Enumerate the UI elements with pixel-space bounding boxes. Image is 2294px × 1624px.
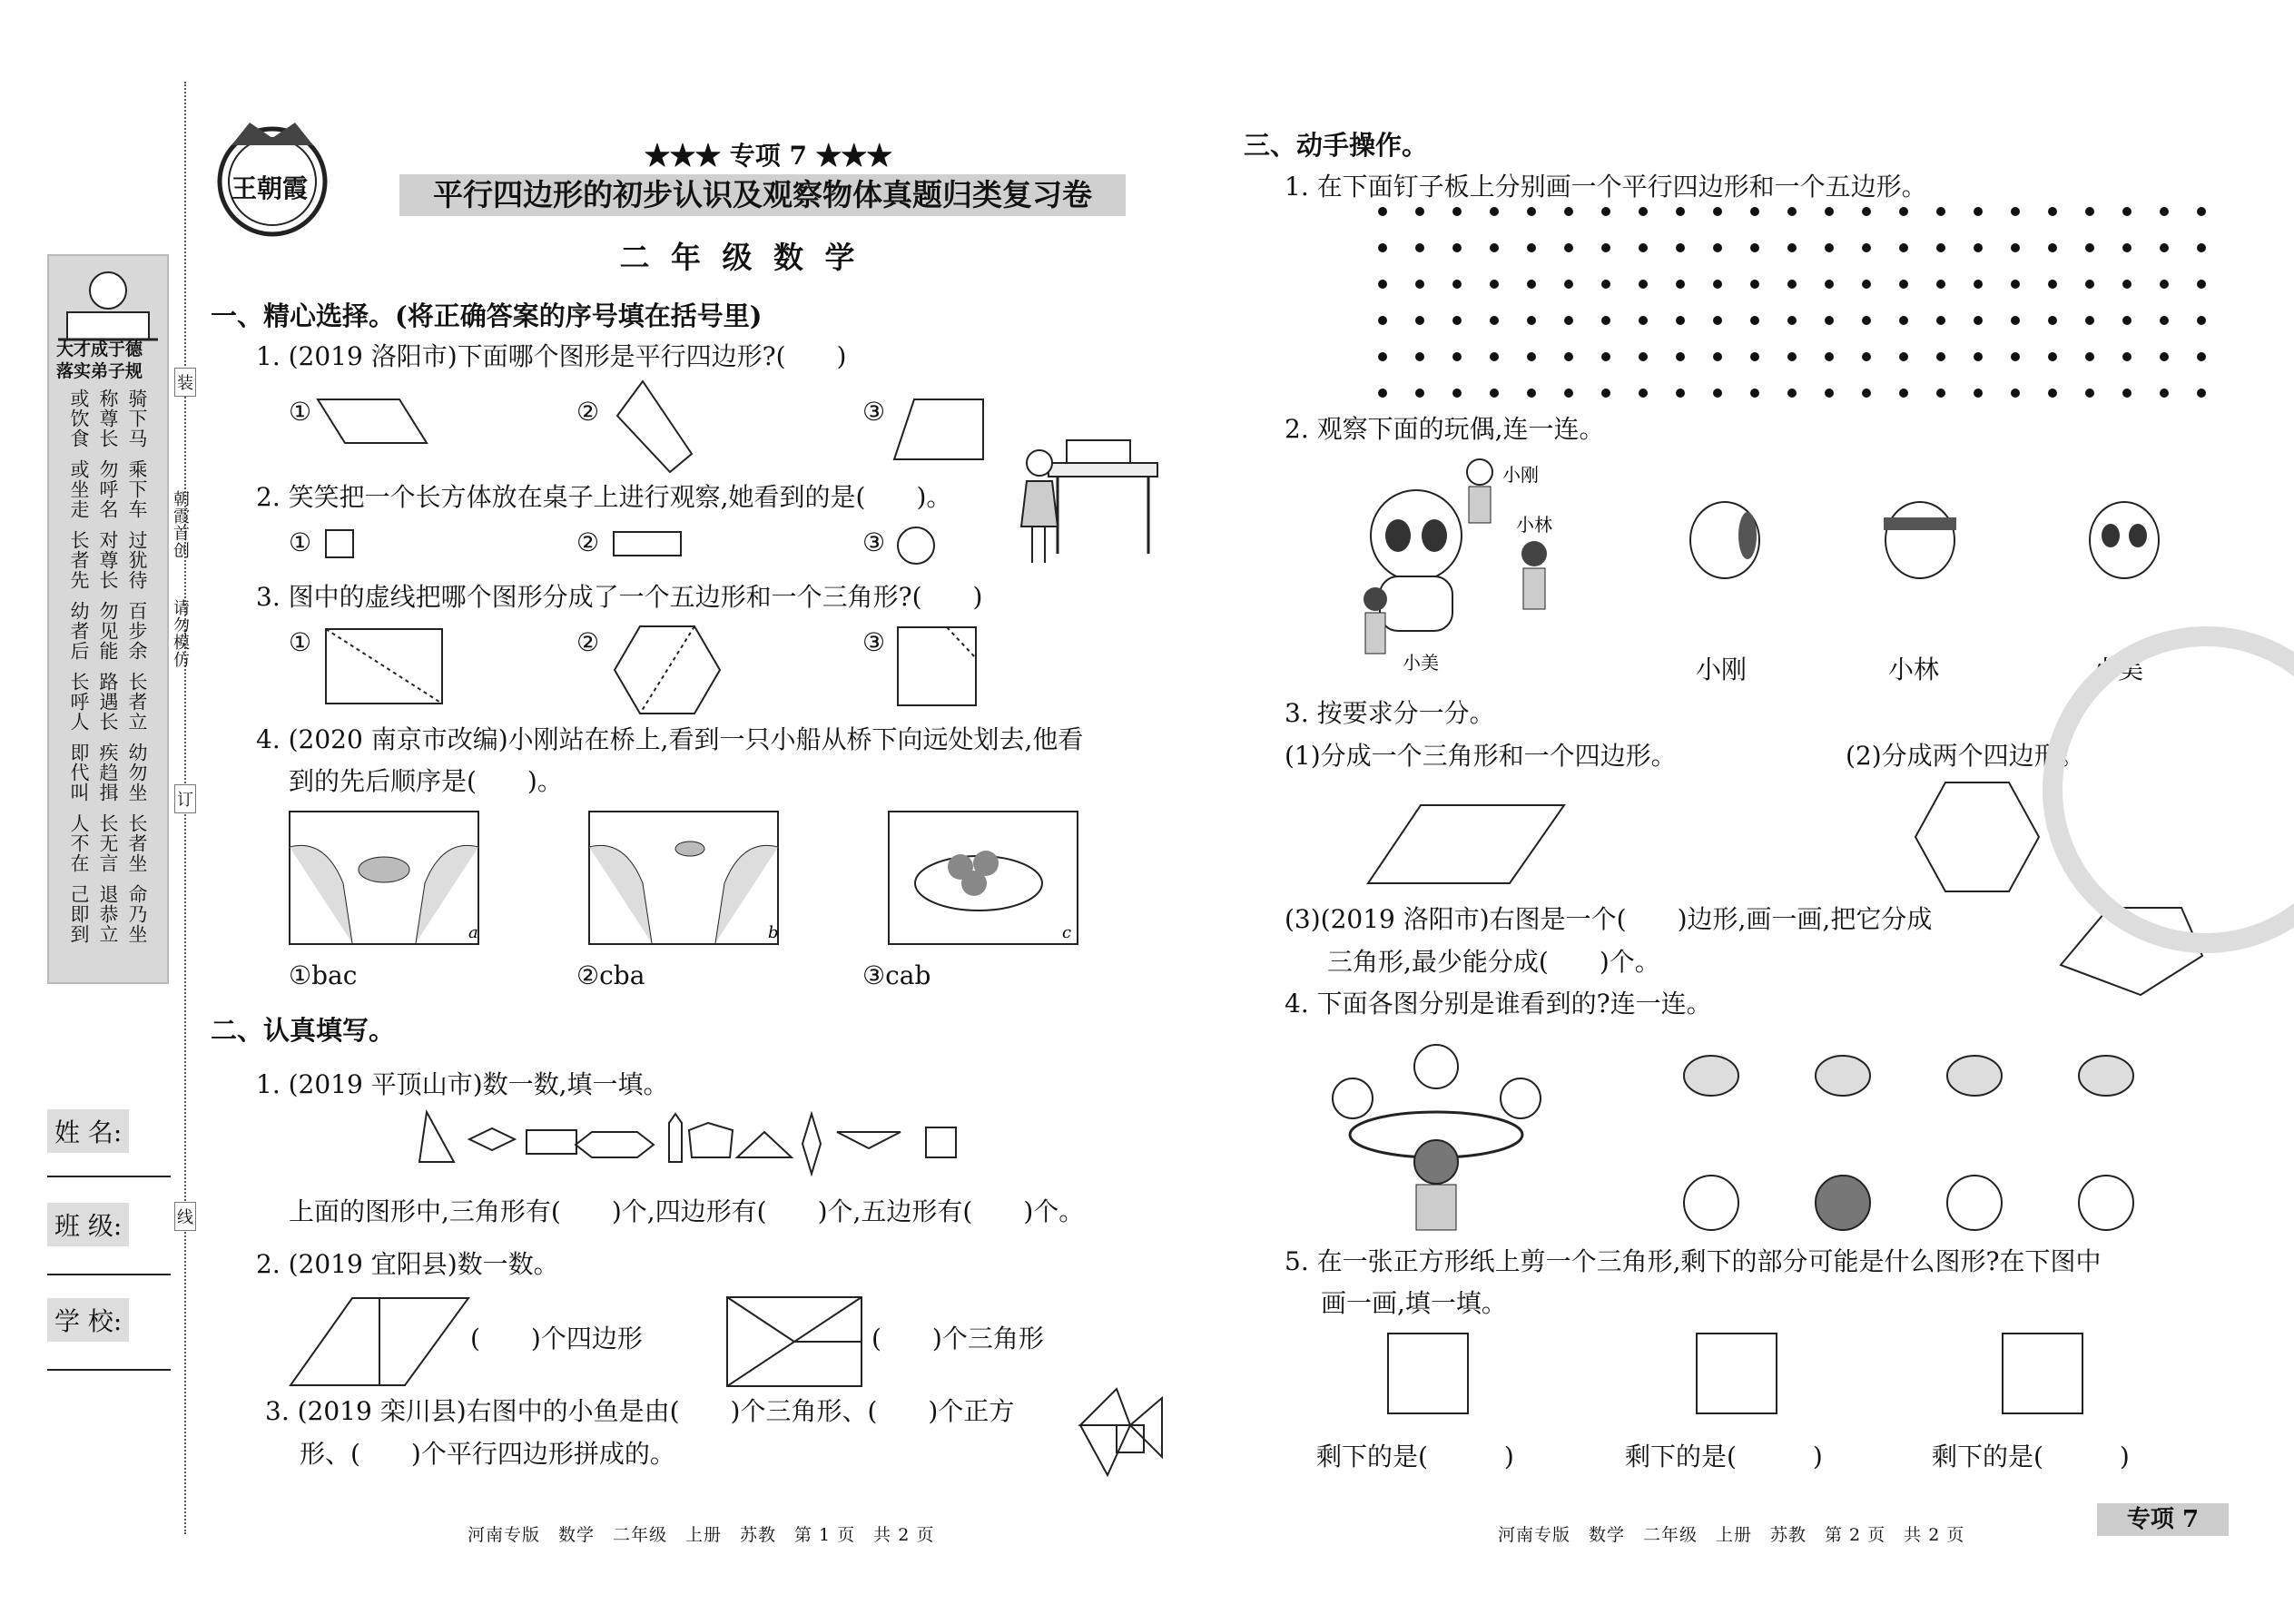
worksheet-title: 平行四边形的初步认识及观察物体真题归类复习卷 xyxy=(399,174,1126,216)
peg-dot[interactable] xyxy=(1750,280,1759,289)
remaining-answer-2: 剩下的是( ) xyxy=(1625,1442,1823,1471)
s1-q3-opt2[interactable]: ② xyxy=(576,627,600,657)
peg-dot[interactable] xyxy=(2011,316,2020,325)
peg-dot[interactable] xyxy=(1452,352,1462,361)
motto-column: 称尊长 xyxy=(97,389,119,448)
peg-dot[interactable] xyxy=(1490,389,1499,398)
q3-rectangle-with-diagonal xyxy=(325,628,443,704)
motto-column: 或坐走 xyxy=(68,459,90,519)
s3-q1: 1. 在下面钉子板上分别画一个平行四边形和一个五边形。 xyxy=(1285,172,1927,202)
peg-dot[interactable] xyxy=(1787,207,1797,216)
peg-dot[interactable] xyxy=(1639,280,1648,289)
peg-dot[interactable] xyxy=(1564,352,1573,361)
s3-q3-a: (1)分成一个三角形和一个四边形。 xyxy=(1285,741,1677,771)
peg-dot[interactable] xyxy=(1415,352,1424,361)
peg-dot[interactable] xyxy=(1825,389,1834,398)
peg-dot[interactable] xyxy=(2197,352,2206,361)
peg-dot[interactable] xyxy=(1601,389,1610,398)
s3-q5-line2: 画一画,填一填。 xyxy=(1321,1288,1507,1318)
boat-scene-a xyxy=(289,811,479,945)
cut-mark-2: 订 xyxy=(174,784,196,813)
peg-dot[interactable] xyxy=(2085,352,2094,361)
peg-dot[interactable] xyxy=(1899,316,1908,325)
motto-column: 骑下马 xyxy=(126,389,148,448)
peg-dot[interactable] xyxy=(1527,352,1536,361)
peg-dot[interactable] xyxy=(1899,243,1908,252)
peg-dot[interactable] xyxy=(2122,243,2132,252)
peg-dot[interactable] xyxy=(1825,316,1834,325)
peg-dot[interactable] xyxy=(1378,243,1387,252)
peg-dot[interactable] xyxy=(1974,316,1983,325)
peg-dot[interactable] xyxy=(2048,207,2057,216)
school-label: 学 校: xyxy=(47,1298,129,1342)
peg-dot[interactable] xyxy=(2160,316,2169,325)
peg-dot[interactable] xyxy=(1639,352,1648,361)
peg-dot[interactable] xyxy=(1564,207,1573,216)
peg-dot[interactable] xyxy=(1601,316,1610,325)
s1-q2: 2. 笑笑把一个长方体放在桌子上进行观察,她看到的是( )。 xyxy=(256,482,952,512)
peg-dot[interactable] xyxy=(1601,243,1610,252)
remaining-answer-3: 剩下的是( ) xyxy=(1932,1442,2130,1471)
square-paper-2[interactable] xyxy=(1696,1333,1777,1414)
peg-dot[interactable] xyxy=(2011,352,2020,361)
peg-dot[interactable] xyxy=(1676,207,1685,216)
peg-dot[interactable] xyxy=(1862,207,1871,216)
peg-dot[interactable] xyxy=(2122,352,2132,361)
worksheet-subtitle: 二 年 级 数 学 xyxy=(619,240,861,275)
peg-dot[interactable] xyxy=(2122,207,2132,216)
peg-dot[interactable] xyxy=(1639,316,1648,325)
peg-dot[interactable] xyxy=(2048,280,2057,289)
class-field[interactable] xyxy=(47,1274,171,1275)
peg-dot[interactable] xyxy=(1527,243,1536,252)
peg-dot[interactable] xyxy=(1825,280,1834,289)
peg-dot[interactable] xyxy=(1490,243,1499,252)
peg-dot[interactable] xyxy=(2160,207,2169,216)
peg-dot[interactable] xyxy=(1452,207,1462,216)
peg-dot[interactable] xyxy=(1378,352,1387,361)
peg-dot[interactable] xyxy=(1936,352,1945,361)
s2-q2-parallelogram-figure xyxy=(289,1296,470,1387)
peg-dot[interactable] xyxy=(1601,280,1610,289)
topic-badge: 专项 7 xyxy=(2097,1503,2229,1536)
figure-name-xiaolin: 小林 xyxy=(1516,514,1552,536)
peg-dot[interactable] xyxy=(1378,280,1387,289)
s1-q2-opt2[interactable]: ② xyxy=(576,527,600,557)
s2-q2-fill-a: ( )个四边形 xyxy=(470,1324,643,1353)
peg-dot[interactable] xyxy=(2048,389,2057,398)
peg-dot[interactable] xyxy=(1676,352,1685,361)
s1-q4-opt2[interactable]: ②cba xyxy=(576,960,645,990)
q2-square-shape xyxy=(325,529,354,558)
shape-row-figure xyxy=(419,1112,964,1185)
cut-mark-3: 线 xyxy=(174,1202,196,1231)
view-label-xiaolin: 小林 xyxy=(1888,655,1940,684)
peg-dot[interactable] xyxy=(2160,352,2169,361)
s1-q4-line1: 4. (2020 南京市改编)小刚站在桥上,看到一只小船从桥下向远处划去,他看 xyxy=(256,724,1084,754)
remaining-answer-1: 剩下的是( ) xyxy=(1316,1442,1514,1471)
peg-dot[interactable] xyxy=(1974,352,1983,361)
peg-dot[interactable] xyxy=(1936,207,1945,216)
motto-column: 长者立 xyxy=(126,672,148,732)
peg-dot[interactable] xyxy=(1415,389,1424,398)
view-label-xiaomei: 小美 xyxy=(2092,655,2144,684)
motto-column: 勿见能 xyxy=(97,601,119,661)
peg-dot[interactable] xyxy=(1862,389,1871,398)
peg-dot[interactable] xyxy=(1527,316,1536,325)
peg-dot[interactable] xyxy=(1639,207,1648,216)
peg-dot[interactable] xyxy=(1564,243,1573,252)
motto-column: 长者先 xyxy=(68,530,90,590)
section2-title: 二、认真填写。 xyxy=(211,1015,396,1046)
s1-q1: 1. (2019 洛阳市)下面哪个图形是平行四边形?( ) xyxy=(256,341,847,371)
peg-dot[interactable] xyxy=(1825,243,1834,252)
s1-q1-opt3[interactable]: ③ xyxy=(862,397,886,427)
peg-dot[interactable] xyxy=(1564,316,1573,325)
s2-q2-rectangle-figure xyxy=(726,1296,862,1387)
boat-scene-a-label: a xyxy=(468,923,478,942)
peg-dot[interactable] xyxy=(1527,280,1536,289)
peg-dot[interactable] xyxy=(1378,316,1387,325)
class-label: 班 级: xyxy=(47,1203,129,1246)
peg-dot[interactable] xyxy=(1787,316,1797,325)
peg-dot[interactable] xyxy=(1415,280,1424,289)
s1-q2-opt1[interactable]: ① xyxy=(289,527,312,557)
peg-dot[interactable] xyxy=(2160,243,2169,252)
peg-dot[interactable] xyxy=(1378,389,1387,398)
peg-dot[interactable] xyxy=(1750,316,1759,325)
name-label: 姓 名: xyxy=(47,1109,129,1153)
peg-dot[interactable] xyxy=(1713,280,1722,289)
peg-dot[interactable] xyxy=(1825,207,1834,216)
peg-dot[interactable] xyxy=(1899,352,1908,361)
peg-dot[interactable] xyxy=(1527,389,1536,398)
boat-scene-c-label: c xyxy=(1062,923,1072,942)
s1-q4-opt1[interactable]: ①bac xyxy=(289,960,358,990)
peg-dot[interactable] xyxy=(1936,389,1945,398)
motto-column: 长无言 xyxy=(97,813,119,873)
q1-trapezoid-shape xyxy=(894,399,994,463)
s3-q5-line1: 5. 在一张正方形纸上剪一个三角形,剩下的部分可能是什么图形?在下图中 xyxy=(1285,1246,2102,1276)
peg-dot[interactable] xyxy=(1490,280,1499,289)
peg-dot[interactable] xyxy=(2011,389,2020,398)
side-note-2: 请勿模仿 xyxy=(171,599,190,668)
peg-dot[interactable] xyxy=(1564,389,1573,398)
q1-parallelogram-shape xyxy=(318,399,427,454)
peg-dot[interactable] xyxy=(1899,207,1908,216)
boat-scene-b xyxy=(588,811,779,945)
peg-dot[interactable] xyxy=(1713,352,1722,361)
peg-dot[interactable] xyxy=(2048,243,2057,252)
toys-and-children-illustration xyxy=(1344,454,1561,672)
square-paper-1[interactable] xyxy=(1387,1333,1469,1414)
peg-dot[interactable] xyxy=(1452,316,1462,325)
motto-column: 对尊长 xyxy=(97,530,119,590)
q3-hexagon-with-cut xyxy=(613,625,722,715)
peg-dot[interactable] xyxy=(1862,280,1871,289)
peg-dot[interactable] xyxy=(1862,316,1871,325)
motto-column: 己即到 xyxy=(68,884,90,944)
peg-dot[interactable] xyxy=(1862,352,1871,361)
s1-q1-opt2[interactable]: ② xyxy=(576,397,600,427)
s2-q3-line2: 形、( )个平行四边形拼成的。 xyxy=(300,1439,675,1469)
peg-dot[interactable] xyxy=(1415,207,1424,216)
peg-dot[interactable] xyxy=(1974,280,1983,289)
peg-dot[interactable] xyxy=(2197,207,2206,216)
peg-dot[interactable] xyxy=(1899,389,1908,398)
peg-dot[interactable] xyxy=(1862,243,1871,252)
motto-column: 过犹待 xyxy=(126,530,148,590)
peg-dot[interactable] xyxy=(2160,389,2169,398)
peg-dot[interactable] xyxy=(2197,389,2206,398)
peg-dot[interactable] xyxy=(1750,243,1759,252)
s3-q4: 4. 下面各图分别是谁看到的?连一连。 xyxy=(1285,989,1712,1019)
peg-dot[interactable] xyxy=(2197,280,2206,289)
peg-dot[interactable] xyxy=(1787,352,1797,361)
side-note-1: 朝霞首创 xyxy=(171,490,190,559)
toy-view-2 xyxy=(1875,495,1965,586)
section3-title: 三、动手操作。 xyxy=(1244,130,1429,161)
s3-q3-c-line2: 三角形,最少能分成( )个。 xyxy=(1327,947,1660,977)
slogan-line-1: 大才成于德 xyxy=(56,340,143,359)
peg-dot[interactable] xyxy=(1974,389,1983,398)
peg-dot[interactable] xyxy=(2011,243,2020,252)
peg-dot[interactable] xyxy=(1713,207,1722,216)
toy-view-3 xyxy=(2079,495,2170,586)
peg-dot[interactable] xyxy=(2048,316,2057,325)
peg-dot[interactable] xyxy=(1452,280,1462,289)
section1-title: 一、精心选择。(将正确答案的序号填在括号里) xyxy=(211,300,763,331)
peg-dot[interactable] xyxy=(2048,352,2057,361)
slogan-line-2: 落实弟子规 xyxy=(56,361,143,381)
peg-dot[interactable] xyxy=(1527,207,1536,216)
peg-dot[interactable] xyxy=(1564,280,1573,289)
peg-dot[interactable] xyxy=(2085,207,2094,216)
school-field[interactable] xyxy=(47,1369,171,1371)
peg-dot[interactable] xyxy=(1490,316,1499,325)
peg-dot[interactable] xyxy=(1452,243,1462,252)
q3-hexagon-shape[interactable] xyxy=(1914,781,2041,894)
view-label-xiaogang: 小刚 xyxy=(1696,655,1748,684)
peg-dot[interactable] xyxy=(1750,352,1759,361)
motto-column: 路遇长 xyxy=(97,672,119,732)
overhead-views-row xyxy=(1679,1044,2206,1107)
s1-q3-opt1[interactable]: ① xyxy=(289,627,312,657)
motto-column: 退恭立 xyxy=(97,884,119,944)
q2-circle-shape xyxy=(897,527,935,565)
peg-dot[interactable] xyxy=(2160,280,2169,289)
peg-dot[interactable] xyxy=(1787,243,1797,252)
watermark-seal xyxy=(2043,626,2294,953)
peg-dot[interactable] xyxy=(1974,207,1983,216)
peg-dot[interactable] xyxy=(1713,389,1722,398)
peg-dot[interactable] xyxy=(1787,389,1797,398)
peg-dot[interactable] xyxy=(1490,207,1499,216)
peg-dot[interactable] xyxy=(1750,389,1759,398)
peg-board-dot-grid[interactable] xyxy=(1375,204,2229,399)
figure-name-xiaogang: 小刚 xyxy=(1502,464,1539,486)
s3-q2: 2. 观察下面的玩偶,连一连。 xyxy=(1285,414,1605,444)
motto-column: 即代叫 xyxy=(68,743,90,802)
motto-column: 百步余 xyxy=(126,601,148,661)
motto-column: 长者坐 xyxy=(126,813,148,873)
motto-column: 人不在 xyxy=(68,813,90,873)
peg-dot[interactable] xyxy=(1750,207,1759,216)
motto-column: 乘下车 xyxy=(126,459,148,519)
peg-dot[interactable] xyxy=(2197,243,2206,252)
motto-column: 或饮食 xyxy=(68,389,90,448)
peg-dot[interactable] xyxy=(1676,389,1685,398)
peg-dot[interactable] xyxy=(2085,389,2094,398)
s3-q3-c-line1: (3)(2019 洛阳市)右图是一个( )边形,画一画,把它分成 xyxy=(1285,904,1933,934)
peg-dot[interactable] xyxy=(1676,316,1685,325)
s1-q3-opt3[interactable]: ③ xyxy=(862,627,886,657)
footer-left: 河南专版 数学 二年级 上册 苏教 第 1 页 共 2 页 xyxy=(468,1525,935,1545)
motto-column: 勿呼名 xyxy=(97,459,119,519)
s2-q1-fill: 上面的图形中,三角形有( )个,四边形有( )个,五边形有( )个。 xyxy=(289,1196,1085,1226)
motto-column: 幼勿坐 xyxy=(126,743,148,802)
side-views-row xyxy=(1679,1166,2206,1239)
motto-column: 长呼人 xyxy=(68,672,90,732)
peg-dot[interactable] xyxy=(1713,316,1722,325)
s3-q3: 3. 按要求分一分。 xyxy=(1285,698,1495,728)
q2-rectangle-shape xyxy=(613,531,682,556)
peg-dot[interactable] xyxy=(1974,243,1983,252)
motto-column: 命乃坐 xyxy=(126,884,148,944)
figure-name-xiaomei: 小美 xyxy=(1403,652,1439,674)
peg-dot[interactable] xyxy=(2085,280,2094,289)
peg-dot[interactable] xyxy=(1676,280,1685,289)
toy-view-1 xyxy=(1684,495,1775,586)
peg-dot[interactable] xyxy=(2085,316,2094,325)
boat-scene-c xyxy=(888,811,1078,945)
peg-dot[interactable] xyxy=(1378,207,1387,216)
peg-dot[interactable] xyxy=(1899,280,1908,289)
tangram-fish-figure xyxy=(1076,1384,1167,1484)
s2-q1: 1. (2019 平顶山市)数一数,填一填。 xyxy=(256,1069,669,1099)
peg-dot[interactable] xyxy=(1936,280,1945,289)
peg-dot[interactable] xyxy=(1713,243,1722,252)
peg-dot[interactable] xyxy=(1601,352,1610,361)
s1-q2-opt3[interactable]: ③ xyxy=(862,527,886,557)
peg-dot[interactable] xyxy=(2085,243,2094,252)
s2-q3-line1: 3. (2019 栾川县)右图中的小鱼是由( )个三角形、( )个正方 xyxy=(265,1396,1015,1426)
q1-quadrilateral-shape xyxy=(608,381,699,481)
square-paper-3[interactable] xyxy=(2002,1333,2083,1414)
peg-dot[interactable] xyxy=(2011,280,2020,289)
s3-q3-b: (2)分成两个四边形。 xyxy=(1846,741,2085,771)
cut-mark-1: 装 xyxy=(174,368,196,397)
peg-dot[interactable] xyxy=(1415,243,1424,252)
peg-dot[interactable] xyxy=(2122,389,2132,398)
boat-scene-b-label: b xyxy=(768,923,779,942)
motto-column: 幼者后 xyxy=(68,601,90,661)
footer-right: 河南专版 数学 二年级 上册 苏教 第 2 页 共 2 页 xyxy=(1498,1525,1965,1545)
motto-sidebar xyxy=(47,254,169,984)
children-around-hoop-illustration xyxy=(1316,1035,1557,1235)
peg-dot[interactable] xyxy=(1639,389,1648,398)
peg-dot[interactable] xyxy=(1936,316,1945,325)
topic-label: ★★★ 专项 7 ★★★ xyxy=(645,141,892,171)
peg-dot[interactable] xyxy=(1490,352,1499,361)
s2-q2-fill-b: ( )个三角形 xyxy=(871,1324,1044,1353)
girl-at-table-illustration xyxy=(1012,436,1176,572)
motto-column: 疾趋揖 xyxy=(97,743,119,802)
peg-dot[interactable] xyxy=(1639,243,1648,252)
q3-square-with-corner-cut xyxy=(897,626,979,708)
s1-q4-line2: 到的先后顺序是( )。 xyxy=(289,766,563,796)
s1-q3: 3. 图中的虚线把哪个图形分成了一个五边形和一个三角形?( ) xyxy=(256,582,983,612)
peg-dot[interactable] xyxy=(2011,207,2020,216)
peg-dot[interactable] xyxy=(2197,316,2206,325)
logo-text: 王朝霞 xyxy=(231,173,309,203)
peg-dot[interactable] xyxy=(1601,207,1610,216)
peg-dot[interactable] xyxy=(1825,352,1834,361)
q3-parallelogram-shape[interactable] xyxy=(1366,803,1566,885)
peg-dot[interactable] xyxy=(1415,316,1424,325)
s1-q1-opt1[interactable]: ① xyxy=(289,397,312,427)
peg-dot[interactable] xyxy=(1936,243,1945,252)
peg-dot[interactable] xyxy=(2122,316,2132,325)
s1-q4-opt3[interactable]: ③cab xyxy=(862,960,931,990)
s2-q2: 2. (2019 宜阳县)数一数。 xyxy=(256,1249,559,1279)
peg-dot[interactable] xyxy=(1787,280,1797,289)
peg-dot[interactable] xyxy=(1676,243,1685,252)
peg-dot[interactable] xyxy=(2122,280,2132,289)
name-field[interactable] xyxy=(47,1176,171,1177)
peg-dot[interactable] xyxy=(1452,389,1462,398)
